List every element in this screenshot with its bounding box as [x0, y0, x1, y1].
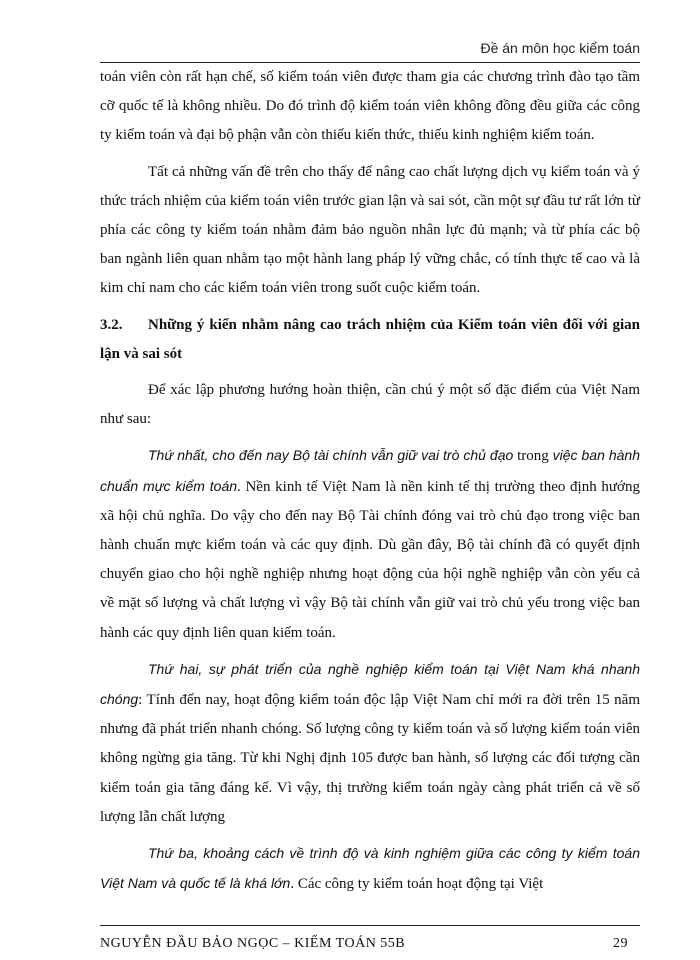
paragraph-continuation: toán viên còn rất hạn chế, số kiểm toán viên được tham gia các chương trình đào tạo tầm cỡ quốc tế là không nhiều. Do đó trình độ kiểm toán viên không đồng đều giữa các công ty kiểm toán và đại bộ phận vẫn còn thiếu kiến thức, thiếu kinh nghiệm kiểm toán. [100, 69, 640, 144]
point-second [100, 655, 640, 832]
point-third [100, 839, 640, 899]
point-second-body: : Tính đến nay, hoạt động kiểm toán độc lập Việt Nam chỉ mới ra đời trên 15 năm nhưng đã phát triển nhanh chóng. Số lượng công ty kiểm toán và số lượng kiểm toán viên không ngừng gia tăng. Từ khi Nghị định 105 được ban hành, số lượng các đối tượng cần kiểm toán gia tăng đáng kể. Vì vậy, thị trường kiểm toán ngày càng phát triển cả về số lượng lẫn chất lượng [100, 692, 640, 825]
page-content [100, 63, 640, 906]
paragraph-summary: Tất cả những vấn đề trên cho thấy để nâng cao chất lượng dịch vụ kiểm toán và ý thức trách nhiệm của kiểm toán viên trước gian lận và sai sót, cần một sự đầu tư rất lớn từ phía các công ty kiểm toán nhằm đảm bảo nguồn nhân lực đủ mạnh; và từ phía các bộ ban ngành liên quan nhằm tạo một hành lang pháp lý vững chắc, có tính thực tế cao và là kim chỉ nam cho các kiểm toán viên trong suốt cuộc kiểm toán. [100, 163, 640, 297]
page-header [100, 40, 640, 63]
paragraph-intro: Để xác lập phương hướng hoàn thiện, cần chú ý một số đặc điểm của Việt Nam như sau: [100, 382, 640, 428]
section-heading [100, 311, 640, 369]
point-second-lead: Thứ hai, sự phát triển của nghề nghiệp kiểm toán tại Việt Nam khá nhanh chóng [100, 660, 640, 708]
page-footer [100, 925, 640, 950]
point-third-body: . Các công ty kiểm toán hoạt động tại Việt [290, 876, 544, 893]
page-number: 29 [613, 936, 628, 951]
footer-author: NGUYỄN ĐẦU BẢO NGỌC – KIỂM TOÁN 55B [100, 936, 406, 951]
section-number: 3.2. [100, 316, 123, 333]
point-first-connector: trong [513, 448, 553, 465]
point-first-body: . Nền kinh tế Việt Nam là nền kinh tế thị trường theo định hướng xã hội chủ nghĩa. Do vậy cho đến nay Bộ Tài chính đóng vai trò chủ đạo trong việc ban hành chuẩn mực kiểm toán và các quy định. Dù gần đây, Bộ tài chính đã có quyết định chuyển giao cho hội nghề nghiệp nhưng hoạt động của hội nghề nghiệp vẫn còn yếu cả về mặt số lượng và chất lượng vì vậy Bộ tài chính vẫn giữ vai trò chủ yếu trong việc ban hành các quy định liên quan kiểm toán. [100, 478, 640, 641]
point-first-lead-2: việc ban hành chuẩn mực kiểm toán [100, 447, 640, 494]
point-first-lead: Thứ nhất, cho đến nay Bộ tài chính vẫn giữ vai trò chủ đạo [148, 447, 514, 464]
point-third-lead: Thứ ba, khoảng cách về trình độ và kinh nghiệm giữa các công ty kiểm toán Việt Nam và quốc tế là khá lớn [100, 845, 640, 892]
section-title: Những ý kiến nhằm nâng cao trách nhiệm của Kiểm toán viên đối với gian lận và sai sót [100, 316, 640, 362]
header-title: Đề án môn học kiểm toán [480, 40, 640, 56]
point-first [100, 441, 640, 647]
